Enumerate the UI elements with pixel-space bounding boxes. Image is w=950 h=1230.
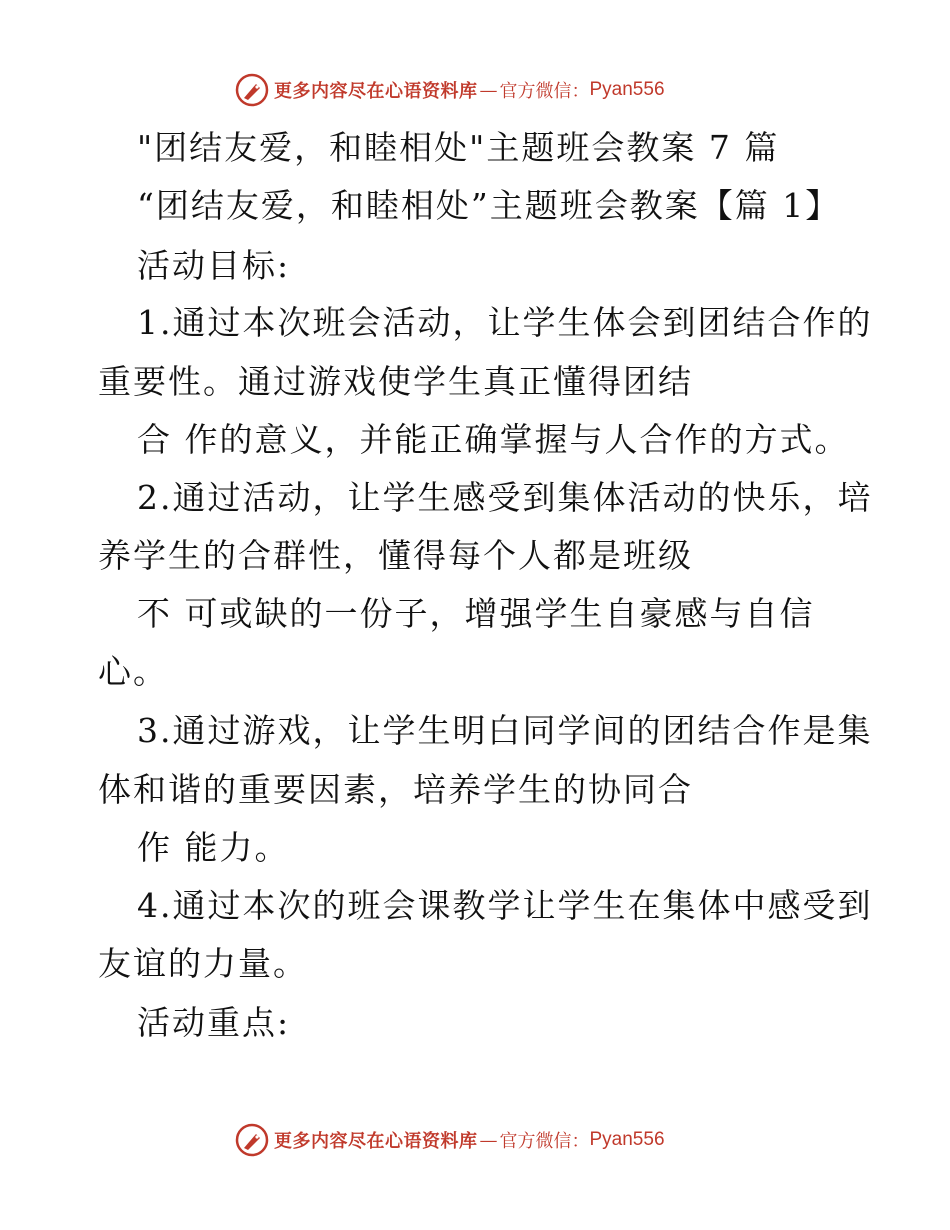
watermark-contact-label: 官方微信： [499, 81, 590, 102]
paragraph-line: 重要性。通过游戏使学生真正懂得团结 [98, 362, 693, 401]
paragraph-line: 1.通过本次班会活动，让学生体会到团结合作的 [137, 303, 873, 342]
paragraph-line: 作 能力。 [137, 828, 290, 867]
watermark-dash: — [479, 1129, 498, 1151]
pen-nib-logo-icon [234, 1122, 270, 1158]
watermark-contact-id: Pyan556 [589, 1129, 665, 1150]
paragraph-line: 养学生的合群性，懂得每个人都是班级 [98, 536, 693, 575]
paragraph-line: 合 作的意义，并能正确掌握与人合作的方式。 [137, 420, 850, 459]
paragraph-line: 不 可或缺的一份子，增强学生自豪感与自信 [137, 594, 815, 633]
paragraph-line: 2.通过活动，让学生感受到集体活动的快乐，培 [137, 478, 873, 517]
pen-nib-logo-icon [234, 72, 270, 108]
watermark-text: 更多内容尽在心语资料库 [274, 1131, 478, 1152]
watermark-contact-label: 官方微信： [499, 1131, 590, 1152]
paragraph-line: 友谊的力量。 [98, 944, 308, 983]
watermark-text: 更多内容尽在心语资料库 [274, 81, 478, 102]
watermark-contact-id: Pyan556 [589, 79, 665, 100]
paragraph-line: 心。 [98, 652, 168, 691]
paragraph-line: 体和谐的重要因素，培养学生的协同合 [98, 770, 693, 809]
watermark-dash: — [479, 79, 498, 101]
footer-watermark [234, 1122, 665, 1158]
goals-heading: 活动目标: [137, 246, 291, 285]
section-heading: “团结友爱，和睦相处”主题班会教案【篇 1】 [137, 186, 841, 225]
focus-heading: 活动重点: [137, 1003, 291, 1042]
header-watermark [234, 72, 665, 108]
paragraph-line: 3.通过游戏，让学生明白同学间的团结合作是集 [137, 711, 873, 750]
paragraph-line: 4.通过本次的班会课教学让学生在集体中感受到 [137, 886, 873, 925]
document-title: "团结友爱，和睦相处"主题班会教案 7 篇 [137, 128, 780, 167]
